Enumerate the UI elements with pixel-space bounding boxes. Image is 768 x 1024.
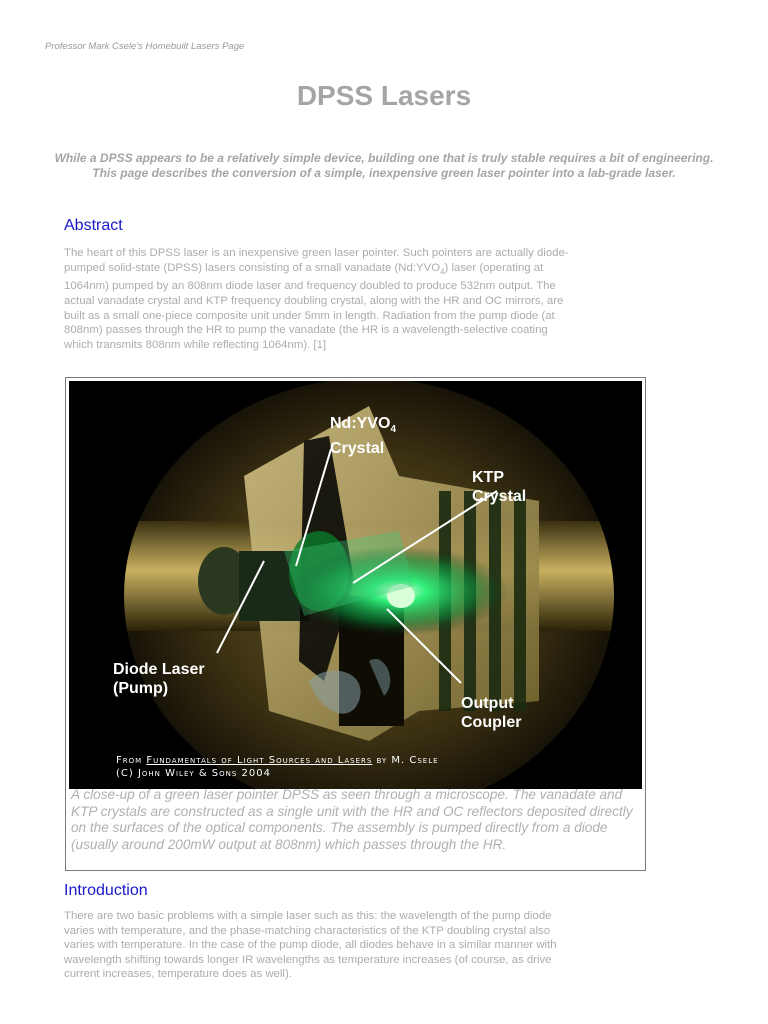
abstract-heading: Abstract (64, 217, 123, 234)
figure-caption: A close-up of a green laser pointer DPSS as seen through a microscope. The vanadate and KTP crystals are constructed as a single unit with the HR and OC reflectors deposited directly on the surfaces of the optical components. The assembly is pumped directly from a diode (usually around 200mW output at 808nm) which passes through the HR. (71, 787, 633, 852)
introduction-heading: Introduction (64, 882, 148, 899)
label-ndyvo-crystal: $Nd:YVO_4$ Crystal (330, 415, 397, 458)
abstract-text: The heart of this DPSS laser is an inexpensive green laser pointer. Such pointers are actually diode-pumped solid-state (DPSS) lasers consisting of a small vanadate $(Nd:YVO_4)$ laser (operating at 1064nm) pumped by an 808nm diode laser and frequency doubled to produce 532nm output. The actual vanadate crystal and KTP frequency doubling crystal, along with the HR and OC mirrors, are built as a small one-piece composite unit under 5mm in length. Radiation from the pump diode (at 808nm) passes through the HR to pump the vanadate (the HR is a wavelength-selective coating which transmits 808nm while reflecting 1064nm). [1] (64, 247, 569, 351)
laser-microscope-photo (69, 381, 642, 789)
photo-credit: From Fundamentals of Light Sources and Lasers by M. Csele (C) John Wiley & Sons 2004 (116, 755, 439, 779)
site-label: Professor Mark Csele's Homebuilt Lasers Page (45, 41, 245, 52)
label-ktp-crystal: KTP Crystal (472, 469, 527, 505)
label-diode-laser: Diode Laser (Pump) (113, 661, 205, 697)
figure (65, 377, 646, 871)
introduction-text: There are two basic problems with a simple laser such as this: the wavelength of the pump diode varies with temperature, and the phase-matching characteristics of the KTP doubling crystal also varies with temperature. In the case of the pump diode, all diodes behave in a similar manner with wavelength shifting towards longer IR wavelengths as temperature increases (of course, as drive current increases, temperature does as well). (64, 910, 557, 981)
lead-paragraph: While a DPSS appears to be a relatively simple device, building one that is truly stable requires a bit of engineering. This page describes the conversion of a simple, inexpensive green laser pointer into a lab-grade laser. (54, 151, 714, 180)
page-title: DPSS Lasers (296, 80, 472, 111)
book-title: Fundamentals of Light Sources and Lasers (146, 755, 373, 766)
label-output-coupler: Output Coupler (461, 695, 522, 731)
